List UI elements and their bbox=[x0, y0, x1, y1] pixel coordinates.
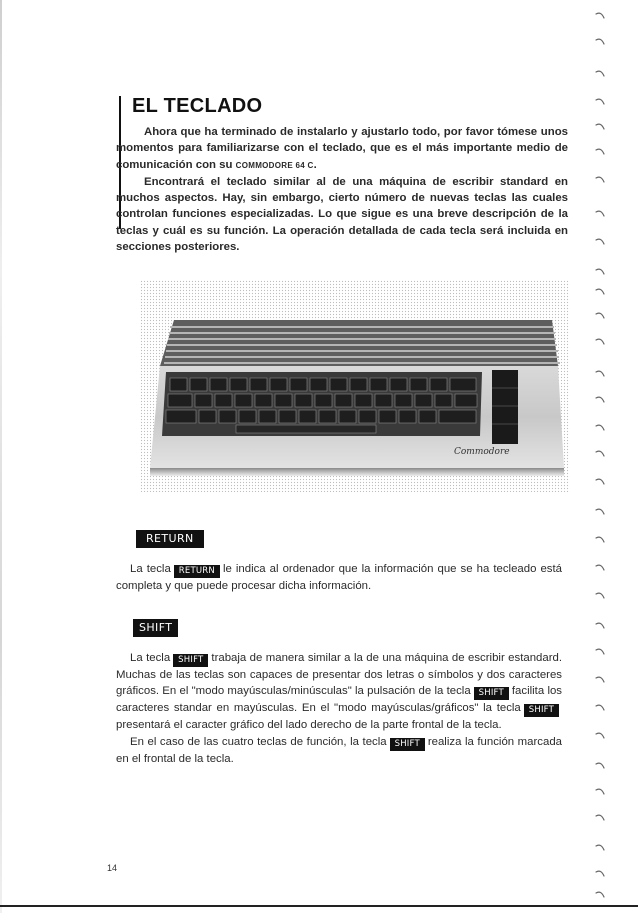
brand-name: COMMODORE 64 C bbox=[235, 160, 314, 170]
return-paragraph bbox=[116, 561, 562, 594]
shift-key-inline: SHIFT bbox=[524, 704, 559, 717]
shift-paragraph-1 bbox=[116, 650, 562, 734]
return-description bbox=[116, 561, 562, 594]
shift-p1-text-4: presentará el caracter gráfico del lado derecho de la parte frontal de la tecla. bbox=[116, 719, 502, 732]
return-key-heading: RETURN bbox=[136, 530, 204, 548]
shift-p2-text-2: realiza la función marcada en el frontal de la tecla. bbox=[116, 735, 562, 765]
scan-left-edge bbox=[0, 0, 2, 913]
keyboard-photo-image bbox=[140, 280, 570, 492]
intro-paragraph-2: Encontrará el teclado similar al de una máquina de escribir standard en muchos aspectos. Hay, sin embargo, cierto número de nuevas teclas las cuales controlan funciones especializadas. Lo que sigue es una breve descripción de la teclas y cuál es su función. La operación detallada de cada tecla será incluida en secciones posteriores. bbox=[116, 175, 568, 254]
return-text-end: le indica al ordenador que la información que se ha tecleado está completa y que puede procesar dicha información. bbox=[116, 563, 562, 592]
shift-p1-text-2: trabaja de manera similar a la de una máquina de escribir estandard. Muchas de las teclas son capaces de presentar dos letras o símbolos y dos caracteres gráficos. En el "modo mayúsculas/minúsculas" la pulsación de la tecla bbox=[116, 652, 562, 698]
intro-paragraph-1 bbox=[116, 124, 568, 174]
page-bottom-edge bbox=[0, 905, 638, 907]
commodore-logo: Commodore bbox=[454, 447, 510, 457]
shift-key-inline: SHIFT bbox=[390, 738, 425, 751]
shift-key-inline: SHIFT bbox=[474, 687, 509, 700]
shift-description bbox=[116, 650, 562, 767]
intro-text bbox=[116, 124, 568, 255]
shift-p2-text-1: En el caso de las cuatro teclas de función, la tecla bbox=[130, 735, 387, 748]
shift-paragraph-2 bbox=[116, 734, 562, 767]
function-keys bbox=[492, 370, 518, 444]
shift-key-inline: SHIFT bbox=[173, 654, 208, 667]
keyboard-shadow bbox=[150, 468, 564, 476]
space-bar bbox=[236, 425, 376, 433]
intro-p1-end: . bbox=[313, 158, 317, 171]
shift-p1-text-3: facilita los caracteres standar en mayúsculas. En el "modo mayúsculas/gráficos" la tecla bbox=[116, 685, 562, 715]
return-key-inline: RETURN bbox=[174, 565, 220, 578]
page-number: 14 bbox=[107, 863, 118, 873]
return-text-start: La tecla bbox=[130, 563, 171, 575]
keyboard-photo bbox=[140, 280, 570, 492]
shift-p1-text-1: La tecla bbox=[130, 652, 171, 664]
scan-margin-marks bbox=[585, 0, 638, 913]
section-title: EL TECLADO bbox=[132, 95, 263, 117]
shift-key-heading: SHIFT bbox=[133, 619, 178, 637]
intro-p1-text: Ahora que ha terminado de instalarlo y ajustarlo todo, por favor tómese unos momentos para familiarizarse con el teclado, que es el más importante medio de comunicación con su bbox=[116, 126, 568, 171]
